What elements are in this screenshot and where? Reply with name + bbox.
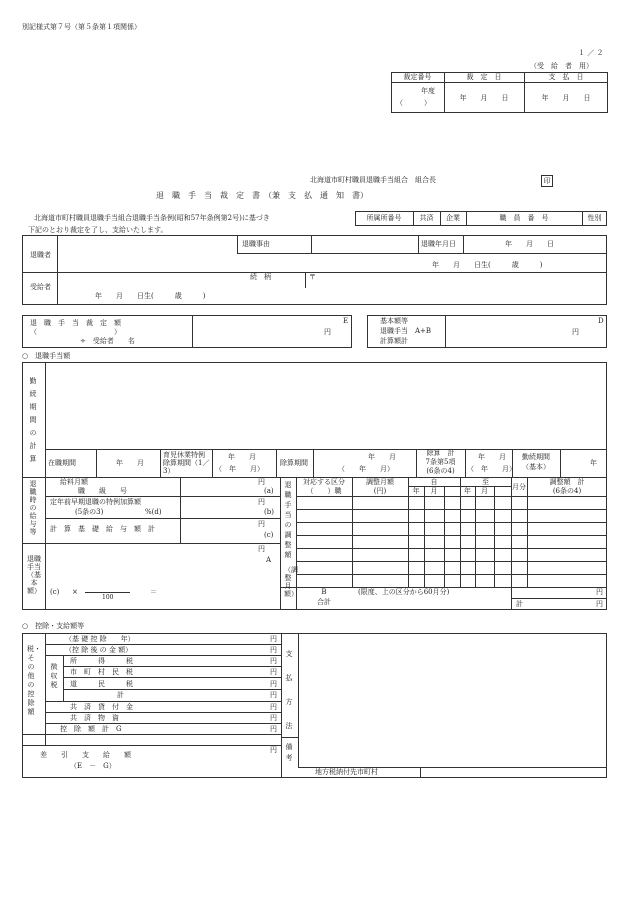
category-paren: （ ）職 (306, 487, 342, 495)
yen-unit: 円 (258, 478, 265, 486)
intro-line-2: 下記のとおり裁定を了し、支給いたします。 (28, 226, 168, 234)
yen-unit: 円 (324, 328, 331, 336)
page-number: １ ／ ２ (578, 49, 604, 57)
yen-unit: 円 (258, 520, 265, 528)
payment-date-header: 支 払 日 (548, 73, 584, 81)
salary-side-label: 退職時の給与等 (29, 480, 37, 536)
retiree-label: 退職者 (30, 251, 51, 259)
adjust-monthly-unit: (円) (373, 487, 387, 495)
yen-unit: 円 (270, 725, 277, 733)
yen-unit: 円 (596, 600, 603, 608)
mutual-loan: 共 済 貸 付 金 (70, 703, 133, 711)
gender-header: 性別 (587, 214, 602, 222)
office-number-header: 所属所番号 (366, 214, 402, 222)
code-e: E (343, 317, 349, 325)
tax-collect-label: 徴収税 (50, 663, 58, 689)
code-a: A (266, 556, 272, 564)
ruling-date-header: 裁 定 日 (466, 73, 502, 81)
copy-label: （受 給 者 用） (530, 62, 593, 70)
service-period-label: 勤続期間の計算 (29, 377, 37, 463)
mark-b: (b) (264, 508, 274, 516)
basic-amount-label: 基本額等 (380, 317, 408, 325)
fiscal-year-label: 年度 (421, 87, 435, 95)
childcare-ym: 年 月 (228, 453, 256, 461)
retirement-ab-label: 退職手当 A+B (380, 327, 432, 335)
relation-label: 続 柄 (250, 273, 271, 281)
year-label: 年 (412, 487, 420, 495)
net-payment-label: 差 引 支 給 額 (40, 751, 131, 759)
ruling-date-value: 年 月 日 (459, 94, 509, 102)
ruling-number-header: 裁定番号 (403, 73, 432, 81)
zaishoku-ym: 年 月 (116, 459, 144, 467)
deductions-side-label: 税・その他の控除額 (27, 645, 41, 716)
ruling-amount-label: 退 職 手 当 裁 定 額 (30, 319, 121, 327)
ruling-amount-paren: （ ） (30, 328, 121, 336)
yen-unit: 円 (596, 588, 603, 596)
tax-subtotal: 計 (117, 691, 124, 699)
basic-deduction: （基 礎 控 除 年） (65, 635, 135, 643)
yen-unit: 円 (572, 328, 579, 336)
after-deduction: （控 除 後 の 金 額） (65, 646, 133, 654)
code-d: D (598, 317, 604, 325)
payment-date-value: 年 月 日 (541, 94, 591, 102)
prefectural-tax: 道 民 税 (70, 680, 133, 688)
jozan-ym: 年 月 (368, 453, 396, 461)
jozan-total-ym: 年 月 (478, 453, 506, 461)
to-label: 至 (482, 478, 489, 486)
income-tax: 所 得 税 (70, 657, 133, 665)
yen-unit: 円 (270, 668, 277, 676)
calc-total-label: 計算額計 (380, 337, 408, 345)
code-b: B (321, 588, 327, 596)
monthly-salary-label: 給料月額 (60, 478, 88, 486)
deduction-total: 控 除 額 計 G (60, 725, 122, 733)
issuer: 北海道市町村職員退職手当組合 組合長 (310, 176, 436, 184)
retire-reason-label: 退職事由 (242, 240, 270, 248)
yen-unit: 円 (270, 680, 277, 688)
formula-c: (c) (50, 588, 60, 596)
jozan-total-label: 除算 計 (426, 449, 455, 457)
category-label: 対応する区分 (303, 478, 345, 486)
years-label: 年 (590, 459, 597, 467)
kigyo-header: 企業 (446, 214, 460, 222)
recipient-birth: 年 月 日生( 歳 ) (95, 292, 206, 300)
early-retire-article: (5条の3) (75, 508, 104, 516)
jozan-label: 除算期間 (280, 459, 308, 467)
section-deductions: ○ 控除・支給額等 (22, 622, 85, 630)
adjustment-monthly-label: （調整月額） (284, 566, 298, 598)
kyosai-header: 共済 (419, 214, 434, 222)
jozan-article: 7条第5項 (425, 458, 456, 466)
section-retirement-amount: ○ 退職手当額 (22, 352, 71, 360)
remarks-label: 備考 (285, 743, 293, 762)
jozan-total-ym-paren: （ 年 月） (467, 465, 516, 473)
yen-unit: 円 (270, 691, 277, 699)
form-id: 別記様式第７号（第５条第１項関係） (22, 23, 141, 31)
total-label: 計 (516, 600, 523, 608)
year-label: 年 (464, 487, 471, 495)
mutual-goods: 共 済 物 資 (70, 714, 119, 722)
service-period-label-2: 勤続期間 (522, 453, 550, 461)
adjust-total-label: 調整額 計 (549, 478, 585, 486)
jozan-article-2: (6条の4) (426, 467, 455, 475)
formula-100: 100 (102, 594, 114, 601)
net-payment-formula: （E － G） (70, 762, 116, 770)
basic-amount-side-label: 退職手当（基本額） (27, 555, 41, 595)
mark-a: (a) (264, 487, 274, 495)
kihon-label: （基本） (522, 463, 550, 471)
calc-base-salary-label: 計 算 基 礎 給 与 額 計 (50, 525, 155, 533)
fiscal-year-paren: （ ） (396, 99, 431, 107)
childcare-ym-paren: （ 年 月） (215, 465, 264, 473)
yen-unit: 円 (270, 657, 277, 665)
zaishoku-label: 在職期間 (48, 459, 76, 467)
yen-unit: 円 (270, 635, 277, 643)
month-label: 月 (430, 487, 438, 495)
month-label: 月 (481, 487, 488, 495)
retiree-birth: 年 月 日生( 歳 ) (432, 261, 543, 269)
formula-multiply: × (72, 588, 78, 596)
from-label: 自 (430, 478, 438, 486)
seal-mark: 印 (541, 175, 553, 187)
recipient-count: ÷ 受給者 名 (80, 337, 135, 345)
yen-unit: 円 (258, 545, 265, 553)
adjust-monthly-label: 調整月額 (366, 478, 394, 486)
recipient-label: 受給者 (30, 283, 51, 291)
intro-line-1: 北海道市町村職員退職手当組合退職手当条例(昭和57年条例第2号)に基づき (34, 214, 270, 222)
grade-label: 職 級 号 (78, 487, 127, 495)
employee-number-header: 職 員 番 号 (499, 214, 549, 222)
tax-city-label: 地方税納付先市町村 (315, 768, 378, 776)
yen-unit: 円 (270, 746, 277, 754)
document-title: 退 職 手 当 裁 定 書 （兼 支 払 通 知 書） (156, 191, 368, 200)
adjust-total-article: (6条の4) (552, 487, 582, 495)
formula-equals: ＝ (150, 588, 157, 596)
adjust-sum-label: 合計 (317, 598, 331, 606)
adjustment-side-label: 退職手当の調整額 (284, 481, 292, 559)
yen-unit: 円 (270, 714, 277, 722)
retire-date-value: 年 月 日 (505, 240, 554, 248)
municipal-tax: 市 町 村 民 税 (70, 668, 133, 676)
mark-c: (c) (264, 531, 274, 539)
retire-date-label: 退職年月日 (421, 240, 456, 248)
early-retire-pct: %(d) (145, 508, 162, 516)
yen-unit: 円 (258, 498, 265, 506)
yen-unit: 円 (270, 646, 277, 654)
limit-note: (限度、上の区分から60月分) (358, 588, 450, 596)
jozan-ym-paren: （ 年 月） (338, 465, 394, 473)
payment-method-label: 支払方法 (285, 650, 293, 730)
childcare-label: 育児休業特例除算期間（1／3） (163, 451, 210, 475)
month-count-label: 月分 (512, 483, 526, 491)
yen-unit: 円 (270, 703, 277, 711)
early-retire-label: 定年前早期退職の特例加算額 (50, 498, 141, 506)
postal-mark: 〒 (309, 273, 316, 281)
